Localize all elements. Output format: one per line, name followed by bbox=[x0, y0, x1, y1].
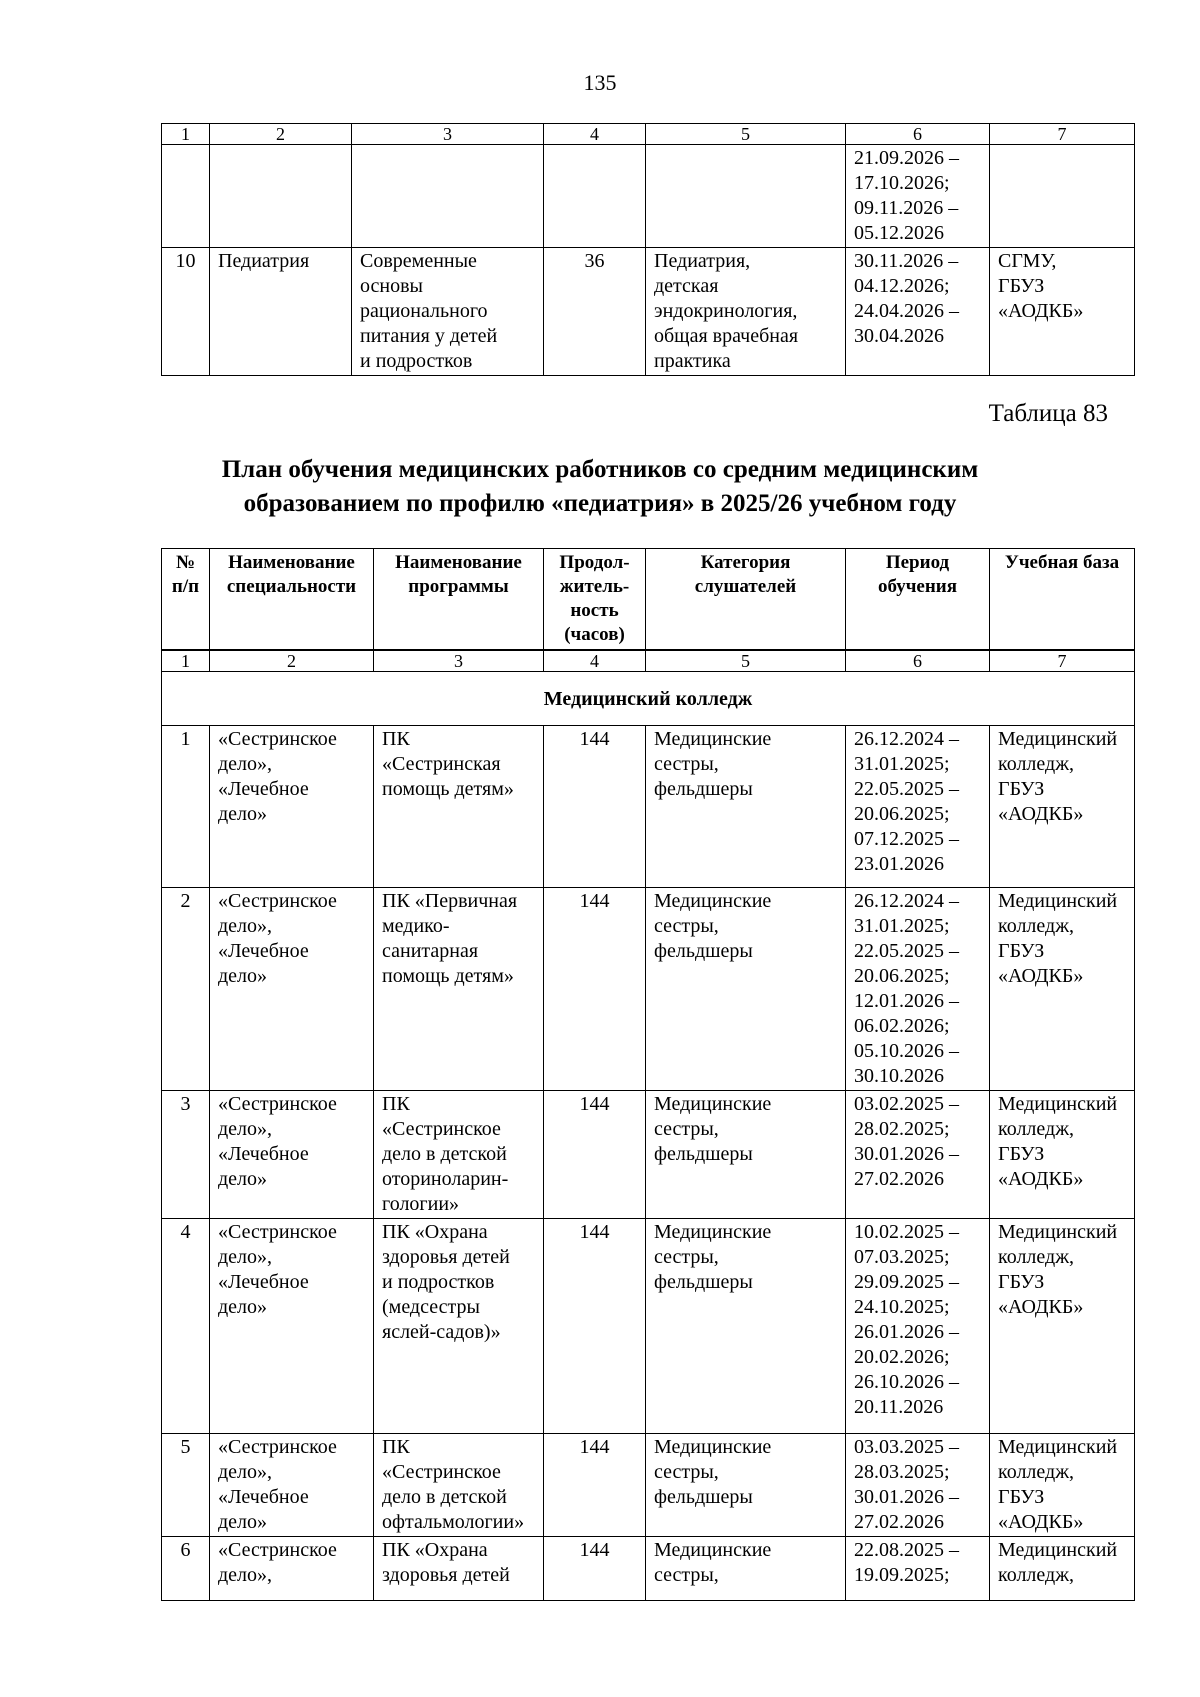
cell-program: ПК «Сестринское дело в детской оториноларин- гологии» bbox=[374, 1091, 544, 1219]
cell-base: СГМУ, ГБУЗ «АОДКБ» bbox=[990, 248, 1135, 376]
cell-period: 21.09.2026 – 17.10.2026; 09.11.2026 – 05.12.2026 bbox=[846, 145, 990, 248]
table-caption: Таблица 83 bbox=[988, 400, 1108, 427]
column-number: 1 bbox=[162, 124, 210, 145]
header-program: Наименование программы bbox=[374, 549, 544, 650]
header-base: Учебная база bbox=[990, 549, 1135, 650]
cell-specialty: «Сестринское дело», «Лечебное дело» bbox=[210, 1219, 374, 1434]
table-row bbox=[162, 1434, 1135, 1537]
plan-table-header bbox=[161, 548, 1135, 650]
cell-program: ПК «Охрана здоровья детей и подростков (медсестры яслей-садов)» bbox=[374, 1219, 544, 1434]
cell-num: 6 bbox=[162, 1537, 210, 1601]
continuation-table bbox=[161, 123, 1135, 376]
cell-specialty: «Сестринское дело», «Лечебное дело» bbox=[210, 1434, 374, 1537]
cell-program: ПК «Сестринское дело в детской офтальмологии» bbox=[374, 1434, 544, 1537]
column-number-row bbox=[162, 124, 1135, 145]
section-title: Медицинский колледж bbox=[162, 672, 1135, 726]
cell-program: ПК «Первичная медико- санитарная помощь детям» bbox=[374, 888, 544, 1091]
cell-num bbox=[162, 145, 210, 248]
cell-specialty: «Сестринское дело», «Лечебное дело» bbox=[210, 1091, 374, 1219]
cell-category: Педиатрия, детская эндокринология, общая врачебная практика bbox=[646, 248, 846, 376]
cell-period: 03.02.2025 – 28.02.2025; 30.01.2026 – 27.02.2026 bbox=[846, 1091, 990, 1219]
cell-specialty: «Сестринское дело», bbox=[210, 1537, 374, 1601]
header-hours: Продол- житель- ность (часов) bbox=[544, 549, 646, 650]
table-row bbox=[162, 1219, 1135, 1434]
column-number: 7 bbox=[990, 651, 1135, 672]
table-row bbox=[162, 726, 1135, 888]
cell-program: ПК «Охрана здоровья детей bbox=[374, 1537, 544, 1601]
column-number: 5 bbox=[646, 124, 846, 145]
cell-base: Медицинский колледж, ГБУЗ «АОДКБ» bbox=[990, 1219, 1135, 1434]
cell-category: Медицинские сестры, bbox=[646, 1537, 846, 1601]
column-number: 5 bbox=[646, 651, 846, 672]
cell-hours: 144 bbox=[544, 1219, 646, 1434]
cell-specialty: Педиатрия bbox=[210, 248, 352, 376]
cell-hours: 144 bbox=[544, 726, 646, 888]
cell-num: 5 bbox=[162, 1434, 210, 1537]
title-line-2: образованием по профилю «педиатрия» в 2025/26 учебном году bbox=[243, 490, 957, 517]
cell-base bbox=[990, 145, 1135, 248]
cell-period: 03.03.2025 – 28.03.2025; 30.01.2026 – 27.02.2026 bbox=[846, 1434, 990, 1537]
table-row bbox=[162, 1091, 1135, 1219]
table-row bbox=[162, 145, 1135, 248]
plan-table bbox=[161, 650, 1135, 1601]
column-number: 6 bbox=[846, 124, 990, 145]
cell-category: Медицинские сестры, фельдшеры bbox=[646, 1091, 846, 1219]
cell-num: 1 bbox=[162, 726, 210, 888]
column-number: 4 bbox=[544, 651, 646, 672]
title-line-1: План обучения медицинских работников со средним медицинским bbox=[221, 456, 979, 483]
column-number: 2 bbox=[210, 651, 374, 672]
cell-category: Медицинские сестры, фельдшеры bbox=[646, 888, 846, 1091]
cell-period: 26.12.2024 – 31.01.2025; 22.05.2025 – 20.06.2025; 07.12.2025 – 23.01.2026 bbox=[846, 726, 990, 888]
page-number: 135 bbox=[583, 70, 617, 95]
cell-hours: 144 bbox=[544, 1091, 646, 1219]
column-number-row bbox=[162, 651, 1135, 672]
cell-num: 3 bbox=[162, 1091, 210, 1219]
cell-period: 26.12.2024 – 31.01.2025; 22.05.2025 – 20.06.2025; 12.01.2026 – 06.02.2026; 05.10.2026 – 30.10.2026 bbox=[846, 888, 990, 1091]
cell-num: 2 bbox=[162, 888, 210, 1091]
cell-hours: 144 bbox=[544, 1537, 646, 1601]
cell-program: Современные основы рационального питания у детей и подростков bbox=[352, 248, 544, 376]
column-number: 7 bbox=[990, 124, 1135, 145]
cell-hours bbox=[544, 145, 646, 248]
cell-base: Медицинский колледж, bbox=[990, 1537, 1135, 1601]
cell-category bbox=[646, 145, 846, 248]
header-row bbox=[162, 549, 1135, 650]
cell-base: Медицинский колледж, ГБУЗ «АОДКБ» bbox=[990, 888, 1135, 1091]
cell-period: 30.11.2026 – 04.12.2026; 24.04.2026 – 30.04.2026 bbox=[846, 248, 990, 376]
cell-base: Медицинский колледж, ГБУЗ «АОДКБ» bbox=[990, 1434, 1135, 1537]
cell-period: 10.02.2025 – 07.03.2025; 29.09.2025 – 24.10.2025; 26.01.2026 – 20.02.2026; 26.10.2026 – 20.11.2026 bbox=[846, 1219, 990, 1434]
section-row bbox=[162, 672, 1135, 726]
column-number: 1 bbox=[162, 651, 210, 672]
cell-specialty: «Сестринское дело», «Лечебное дело» bbox=[210, 888, 374, 1091]
column-number: 4 bbox=[544, 124, 646, 145]
cell-hours: 144 bbox=[544, 888, 646, 1091]
table-row bbox=[162, 248, 1135, 376]
cell-specialty bbox=[210, 145, 352, 248]
column-number: 6 bbox=[846, 651, 990, 672]
cell-period: 22.08.2025 – 19.09.2025; bbox=[846, 1537, 990, 1601]
header-num: № п/п bbox=[162, 549, 210, 650]
cell-hours: 36 bbox=[544, 248, 646, 376]
cell-base: Медицинский колледж, ГБУЗ «АОДКБ» bbox=[990, 726, 1135, 888]
column-number: 3 bbox=[352, 124, 544, 145]
table-row bbox=[162, 1537, 1135, 1601]
cell-num: 4 bbox=[162, 1219, 210, 1434]
cell-num: 10 bbox=[162, 248, 210, 376]
header-category: Категория слушателей bbox=[646, 549, 846, 650]
cell-category: Медицинские сестры, фельдшеры bbox=[646, 726, 846, 888]
table-row bbox=[162, 888, 1135, 1091]
cell-category: Медицинские сестры, фельдшеры bbox=[646, 1219, 846, 1434]
cell-specialty: «Сестринское дело», «Лечебное дело» bbox=[210, 726, 374, 888]
table-title bbox=[0, 453, 1200, 521]
header-period: Период обучения bbox=[846, 549, 990, 650]
header-specialty: Наименование специальности bbox=[210, 549, 374, 650]
cell-program: ПК «Сестринская помощь детям» bbox=[374, 726, 544, 888]
cell-category: Медицинские сестры, фельдшеры bbox=[646, 1434, 846, 1537]
cell-program bbox=[352, 145, 544, 248]
column-number: 3 bbox=[374, 651, 544, 672]
column-number: 2 bbox=[210, 124, 352, 145]
cell-hours: 144 bbox=[544, 1434, 646, 1537]
cell-base: Медицинский колледж, ГБУЗ «АОДКБ» bbox=[990, 1091, 1135, 1219]
